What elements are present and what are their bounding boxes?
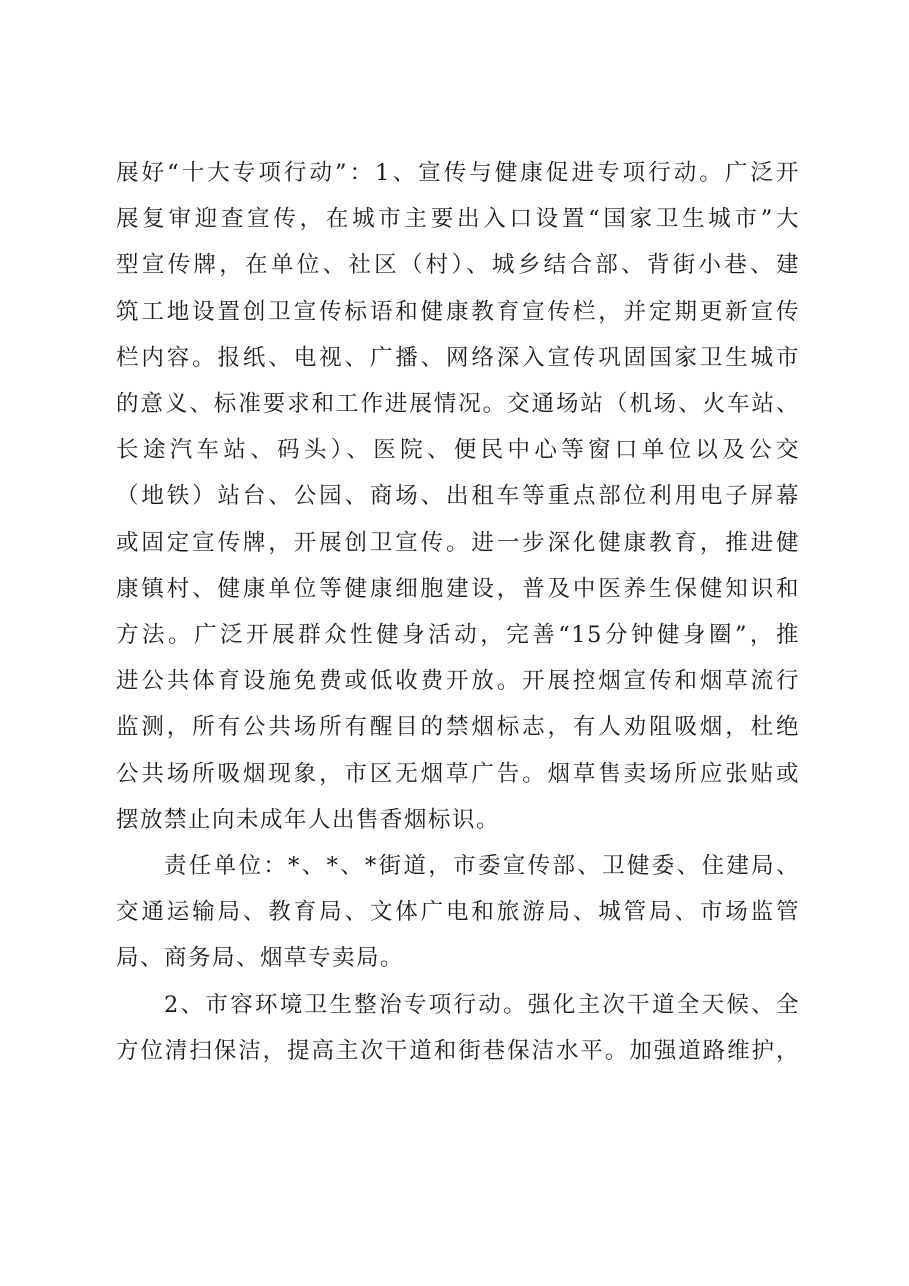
text-line: （地铁）站台、公园、商场、出租车等重点部位利用电子屏幕 [116, 483, 800, 510]
text-line: 局、商务局、烟草专卖局。 [116, 945, 405, 972]
text-line: 公共场所吸烟现象，市区无烟草广告。烟草售卖场所应张贴或 [116, 760, 800, 787]
text-line: 长途汽车站、码头）、医院、便民中心等窗口单位以及公交 [116, 437, 800, 464]
text-line: 型宣传牌，在单位、社区（村）、城乡结合部、背街小巷、建 [116, 252, 800, 279]
text-line: 监测，所有公共场所有醒目的禁烟标志，有人劝阻吸烟，杜绝 [116, 714, 800, 741]
text-line: 展复审迎查宣传，在城市主要出入口设置“国家卫生城市”大 [116, 206, 800, 233]
text-line: 2、市容环境卫生整治专项行动。强化主次干道全天候、全 [164, 991, 800, 1018]
text-line: 筑工地设置创卫宣传标语和健康教育宣传栏，并定期更新宣传 [116, 298, 800, 325]
paragraph-city-sanitation-action [116, 982, 800, 1074]
text-line: 责任单位：*、*、*街道，市委宣传部、卫健委、住建局、 [164, 853, 800, 880]
text-line: 方法。广泛开展群众性健身活动，完善“15分钟健身圈”，推 [116, 622, 800, 649]
text-line: 交通运输局、教育局、文体广电和旅游局、城管局、市场监管 [116, 899, 800, 926]
paragraph-responsible-units [116, 843, 800, 982]
text-line: 栏内容。报纸、电视、广播、网络深入宣传巩固国家卫生城市 [116, 344, 800, 371]
text-line: 进公共体育设施免费或低收费开放。开展控烟宣传和烟草流行 [116, 668, 800, 695]
text-line: 展好“十大专项行动”：1、宣传与健康促进专项行动。广泛开 [116, 160, 800, 186]
text-line: 的意义、标准要求和工作进展情况。交通场站（机场、火车站、 [116, 391, 800, 418]
paragraph-propaganda-action [116, 150, 800, 843]
text-line: 方位清扫保洁，提高主次干道和街巷保洁水平。加强道路维护， [116, 1037, 800, 1064]
document-body [116, 150, 800, 1074]
text-line: 或固定宣传牌，开展创卫宣传。进一步深化健康教育，推进健 [116, 529, 800, 556]
text-line: 康镇村、健康单位等健康细胞建设，普及中医养生保健知识和 [116, 575, 800, 602]
text-line: 摆放禁止向未成年人出售香烟标识。 [116, 806, 501, 833]
